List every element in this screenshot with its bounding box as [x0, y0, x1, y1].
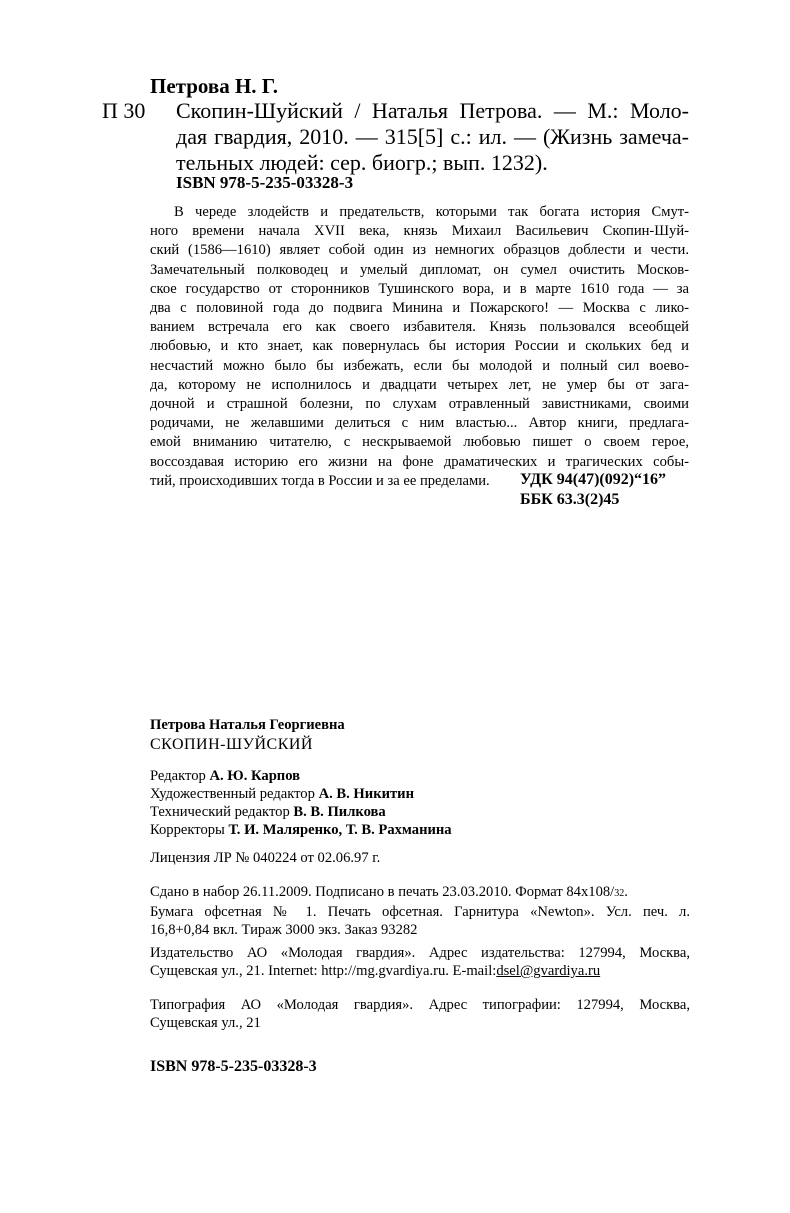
annotation-line: тий, происходивших тогда в России и за ее пределами.	[150, 472, 490, 489]
annotation-line: любовью, и кто знает, как повернулась бы история России и скольких бед и	[150, 338, 689, 355]
staff-line	[150, 803, 690, 821]
printing-format: Сдано в набор 26.11.2009. Подписано в печать 23.03.2010. Формат 84x108/	[150, 884, 615, 900]
annotation-line: В череде злодейств и предательств, которыми так богата история Смут-	[174, 204, 689, 220]
staff-name: А. В. Никитин	[318, 786, 414, 802]
printing-line: 16,8+0,84 вкл. Тираж 3000 экз. Заказ 93282	[150, 922, 418, 938]
staff-line	[150, 821, 690, 839]
isbn-bottom: ISBN 978-5-235-03328-3	[150, 1058, 317, 1075]
printing-details	[150, 883, 690, 939]
annotation-line: родичами, не желавшими делиться с ним властью... Автор книги, предлага-	[150, 415, 689, 432]
annotation-line: ское государство от сторонников Тушинского вора, и в марте 1610 года — за	[150, 280, 689, 297]
annotation-line: да, которому не исполнилось и двадцати четырех лет, не умер бы от зага-	[150, 376, 689, 393]
staff-name: Т. И. Маляренко, Т. В. Рахманина	[228, 822, 452, 838]
annotation-line: ский (1586—1610) являет собой один из немногих образцов доблести и чести.	[150, 242, 689, 259]
staff-name: А. Ю. Карпов	[209, 768, 301, 784]
publisher-address: Сущевская ул., 21. Internet: http://mg.gvardiya.ru. E-mail:	[150, 963, 497, 979]
annotation	[150, 203, 689, 491]
publisher-line: Издательство АО «Молодая гвардия». Адрес издательства: 127994, Москва,	[150, 945, 690, 961]
annotation-line: несчастий можно было бы избежать, если бы молодой и полный сил воево-	[150, 357, 689, 374]
email-link[interactable]: dsel@gvardiya.ru	[496, 963, 601, 979]
printer-line: Типография АО «Молодая гвардия». Адрес типографии: 127994, Москва,	[150, 997, 690, 1013]
printer-info	[150, 996, 690, 1032]
biblio-line: тельных людей: сер. биогр.; вып. 1232).	[176, 150, 548, 175]
annotation-line: два с половиной года до подвига Минина и Пожарского! — Москва с лико-	[150, 300, 689, 317]
printer-line: Сущевская ул., 21	[150, 1015, 261, 1031]
staff-line	[150, 785, 690, 803]
printing-line	[150, 883, 690, 903]
book-title: СКОПИН-ШУЙСКИЙ	[150, 736, 313, 753]
staff-credits	[150, 767, 690, 839]
udk-code: УДК 94(47)(092)“16”	[520, 471, 667, 488]
staff-role: Редактор	[150, 768, 210, 784]
author-heading: Петрова Н. Г.	[150, 74, 279, 98]
classification-codes	[520, 470, 666, 510]
classification-code: П 30	[102, 98, 146, 123]
bibliographic-description	[176, 98, 689, 176]
isbn-top: ISBN 978-5-235-03328-3	[176, 173, 354, 192]
license-line: Лицензия ЛР № 040224 от 02.06.97 г.	[150, 850, 381, 866]
staff-line	[150, 767, 690, 785]
annotation-line: ного времени начала XVII века, князь Михаил Васильевич Скопин-Шуй-	[150, 223, 689, 240]
annotation-line: емой вниманию читателю, с нескрываемой любовью пишет о своем герое,	[150, 434, 689, 451]
staff-role: Корректоры	[150, 822, 229, 838]
printing-line: Бумага офсетная № 1. Печать офсетная. Гарнитура «Newton». Усл. печ. л.	[150, 904, 690, 920]
biblio-line: Скопин-Шуйский / Наталья Петрова. — М.: Моло-	[176, 98, 689, 123]
staff-role: Художественный редактор	[150, 786, 319, 802]
staff-role: Технический редактор	[150, 804, 294, 820]
publisher-info	[150, 944, 690, 980]
printing-end: .	[624, 884, 628, 900]
author-full-name: Петрова Наталья Георгиевна	[150, 717, 345, 733]
format-fraction: 32	[614, 888, 625, 899]
annotation-line: Замечательный полководец и умелый дипломат, он сумел очистить Москов-	[150, 261, 689, 278]
annotation-line: ванием встречала его как своего избавителя. Князь пользовался всеобщей	[150, 319, 689, 336]
staff-name: В. В. Пилкова	[293, 804, 386, 820]
annotation-line: дочной и страшной болезни, по слухам отравленный завистниками, своими	[150, 396, 689, 413]
biblio-line: дая гвардия, 2010. — 315[5] с.: ил. — (Жизнь замеча-	[176, 124, 689, 149]
annotation-line: воссоздавая историю его жизни на фоне драматических и трагических собы-	[150, 453, 689, 470]
bbk-code: ББК 63.3(2)45	[520, 491, 620, 508]
publisher-line	[150, 962, 690, 980]
